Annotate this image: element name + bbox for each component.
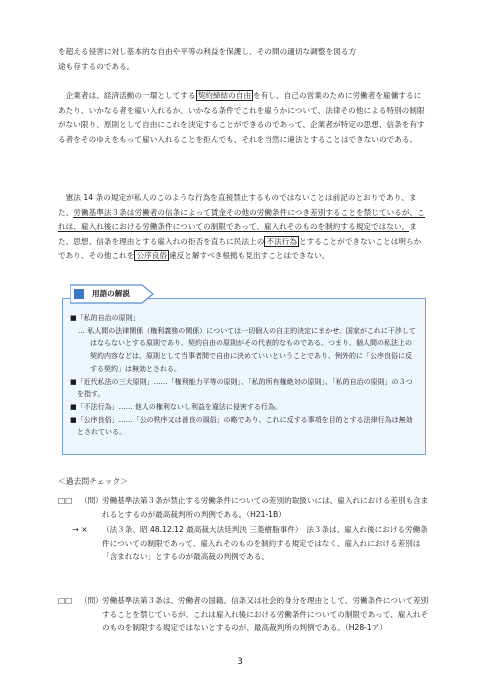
underlined-key-sentence: 労働基準法３条は労働者の信条によって賃金その他の労働条件につき差別することを禁じているが、これは、雇入れ後における労働条件についての制限であって、雇入れそのものを制約する規定ではない。 [58, 207, 425, 232]
text-span: また、思想、信条を理由とする雇入れの拒否を直ちに民法上の [58, 222, 417, 246]
glossary-title: 用語の解説 [92, 289, 130, 298]
glossary-header [70, 284, 154, 304]
text-span: 憲法 14 条の規定が私人のこのような行為を直接禁止するものではないことは前記のとおりであり、また、 [58, 193, 417, 217]
text-span: 違反と解すべき根拠も見出すことはできない。 [169, 251, 330, 261]
boxed-term-contract-freedom: 契約締結の自由 [197, 91, 252, 100]
text-span: を有し、自己の営業のために労働者を雇傭するにあたり、いかなる者を雇い入れるか、いかなる条件でこれを雇うかについて、法律その他による特別の制限がない限り、原則として自由にこれを決定することができるのであって、企業者が特定の思想、信条を有する者をそのゆえをもって雇い入れることを拒んでも、それを当然に違法とすることはできないのである。 [58, 91, 425, 144]
glossary-desc-private-autonomy: … 私人間の法律関係（権利義務の関係）については一切個人の自主的決定にまかせ、国家がこれに干渉してはならないとする原則であり、契約自由の原則がその代表的なものである。つまり、個人間の私法上の契約内容などは、原則として当事者間で自由に決めていいということであり、例外的に「公序良俗に反する契約」は無効とされる。 [78, 326, 416, 373]
answer-text: （法３条、昭 48.12.12 最高裁大法廷判決 三菱樹脂事件） 法３条は、雇入れ後における労働条件についての制限であって、雇入れそのものを制約する規定ではなく、雇入れにおける差別は「含まれない」とするのが最高裁の判例である。 [102, 525, 428, 562]
glossary-term-private-autonomy: ■「私的自治の原則」 [70, 314, 140, 322]
question-label: （問） [80, 496, 103, 505]
boxed-term-tort: 不法行為 [266, 236, 297, 246]
paragraph-intro [58, 45, 426, 74]
paragraph-contract-freedom [58, 89, 426, 147]
past-question-2 [58, 594, 430, 635]
checkbox-pair[interactable]: □□ [58, 596, 73, 605]
text-line: 途も存するのである。 [58, 61, 135, 71]
glossary-term-public-order: ■「公序良俗」……「公の秩序又は善良の風俗」の略であり、これに反する事項を目的とする法律行為は無効とされている。 [70, 415, 413, 437]
glossary-content [70, 312, 416, 439]
text-span: 企業者は、経済活動の一環としてする [58, 91, 196, 100]
question-text: 労働基準法第３条は、労働者の国籍、信条又は社会的身分を理由として、労働条件について差別することを禁じているが、これは雇入れ後における労働条件についての制限であって、雇入れそのものを制限する規定ではないとするのが、最高裁判所の判例である。（H28-1ア） [102, 596, 429, 633]
checkbox-pair[interactable]: □□ [58, 496, 73, 505]
text-span: とすることができないことは明らかであり、その他これを [58, 236, 422, 261]
boxed-term-public-order: 公序良俗 [136, 251, 168, 261]
past-question-1 [58, 494, 430, 564]
past-questions-heading: ＜過去問チェック＞ [58, 477, 128, 486]
text-line: を超える侵害に対し基本的な自由や平等の利益を保護し、その間の適切な調整を図る方 [58, 47, 357, 56]
question-label: （問） [80, 596, 103, 605]
question-text: 労働基準法第３条が禁止する労働条件についての差別的取扱いには、雇入れにおける差別も含まれるとするのが最高裁判所の判例である。（H21-1B） [102, 496, 429, 519]
paragraph-constitution [58, 191, 426, 264]
glossary-term-three-principles: ■「近代私法の三大原則」……「権利能力平等の原則」、「私的所有権絶対の原則」、「私的自治の原則」の３つを指す。 [70, 377, 413, 399]
page-number: 3 [237, 656, 243, 666]
answer-marker: → × [72, 525, 88, 535]
glossary-term-tort: ■「不法行為」…… 他人の権利ないし利益を違法に侵害する行為。 [70, 402, 282, 411]
